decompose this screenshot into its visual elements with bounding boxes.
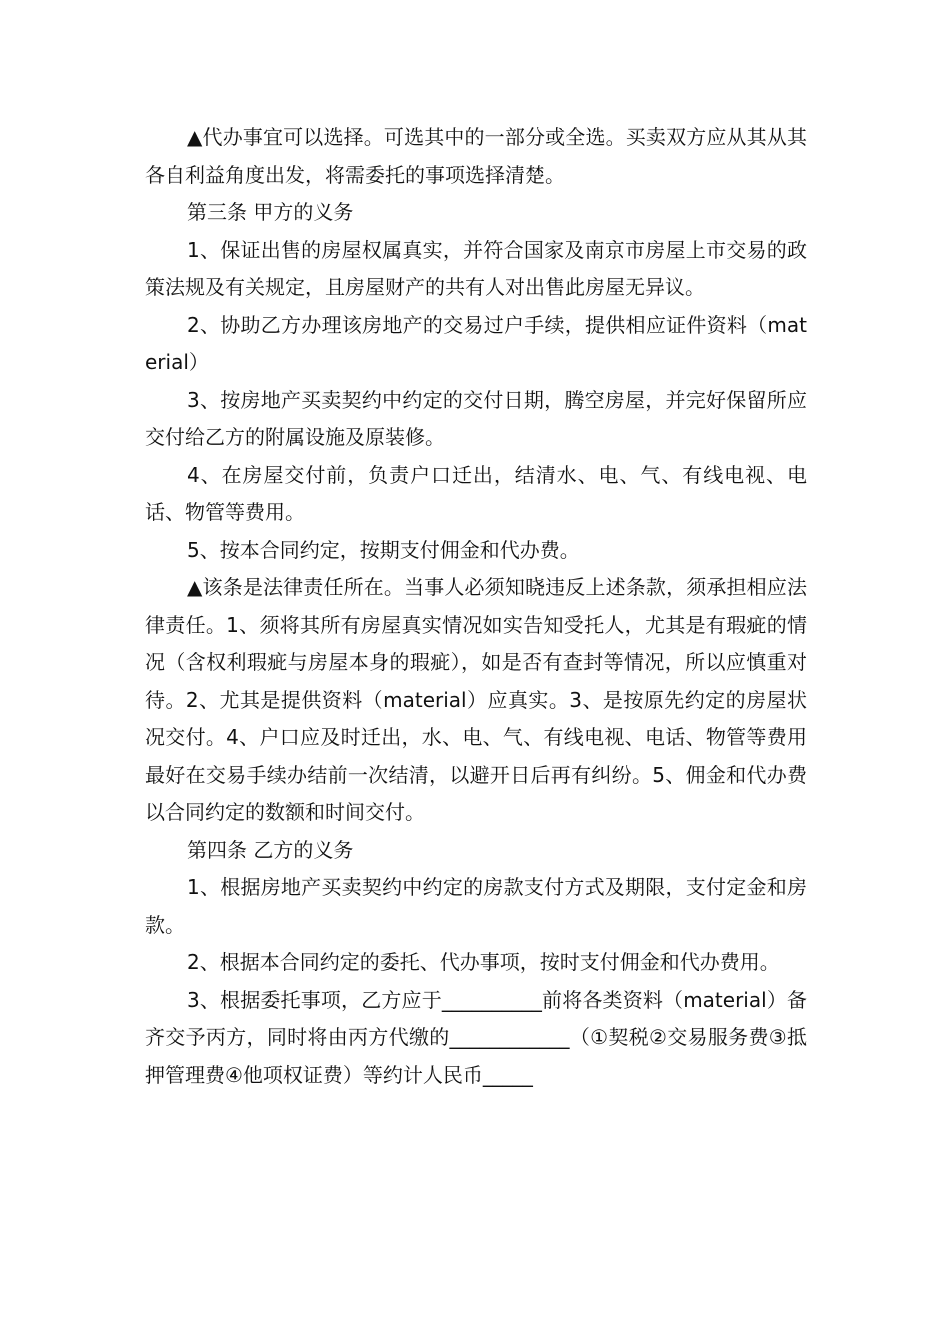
note-legal-liability: ▲该条是法律责任所在。当事人必须知晓违反上述条款，须承担相应法律责任。1、须将其所有房屋真实情况如实告知受托人，尤其是有瑕疵的情况（含权利瑕疵与房屋本身的瑕疵），如是否有查封等情况，所以应慎重对待。2、尤其是提供资料（material）应真实。3、是按原先约定的房屋状况交付。4、户口应及时迁出，水、电、气、有线电视、电话、物管等费用最好在交易手续办结前一次结清，以避开日后再有纠纷。5、佣金和代办费以合同约定的数额和时间交付。 — [145, 575, 807, 824]
document-body — [145, 119, 807, 1094]
article-3-item-2: 2、协助乙方办理该房地产的交易过户手续，提供相应证件资料（material） — [145, 312, 807, 374]
article-3-heading: 第三条 甲方的义务 — [187, 200, 354, 224]
article-4-item-2: 2、根据本合同约定的委托、代办事项，按时支付佣金和代办费用。 — [187, 950, 780, 974]
article-3-item-4: 4、在房屋交付前，负责户口迁出，结清水、电、气、有线电视、电话、物管等费用。 — [145, 462, 807, 524]
article-3-item-5: 5、按本合同约定，按期支付佣金和代办费。 — [187, 537, 580, 562]
note-agency-matters: ▲代办事宜可以选择。可选其中的一部分或全选。买卖双方应从其从其各自利益角度出发，将需委托的事项选择清楚。 — [145, 125, 807, 187]
article-3-item-3: 3、按房地产买卖契约中约定的交付日期，腾空房屋，并完好保留所应交付给乙方的附属设施及原装修。 — [145, 387, 807, 449]
article-4-item-1: 1、根据房地产买卖契约中约定的房款支付方式及期限，支付定金和房款。 — [145, 875, 807, 937]
article-3-item-1: 1、保证出售的房屋权属真实，并符合国家及南京市房屋上市交易的政策法规及有关规定，且房屋财产的共有人对出售此房屋无异议。 — [145, 237, 807, 299]
article-4-item-3: 3、根据委托事项，乙方应于__________前将各类资料（material）备齐交予丙方，同时将由丙方代缴的____________（①契税②交易服务费③抵押管理费④他项权证费）等约计人民币_____ — [145, 987, 807, 1087]
article-4-heading: 第四条 乙方的义务 — [187, 837, 354, 862]
